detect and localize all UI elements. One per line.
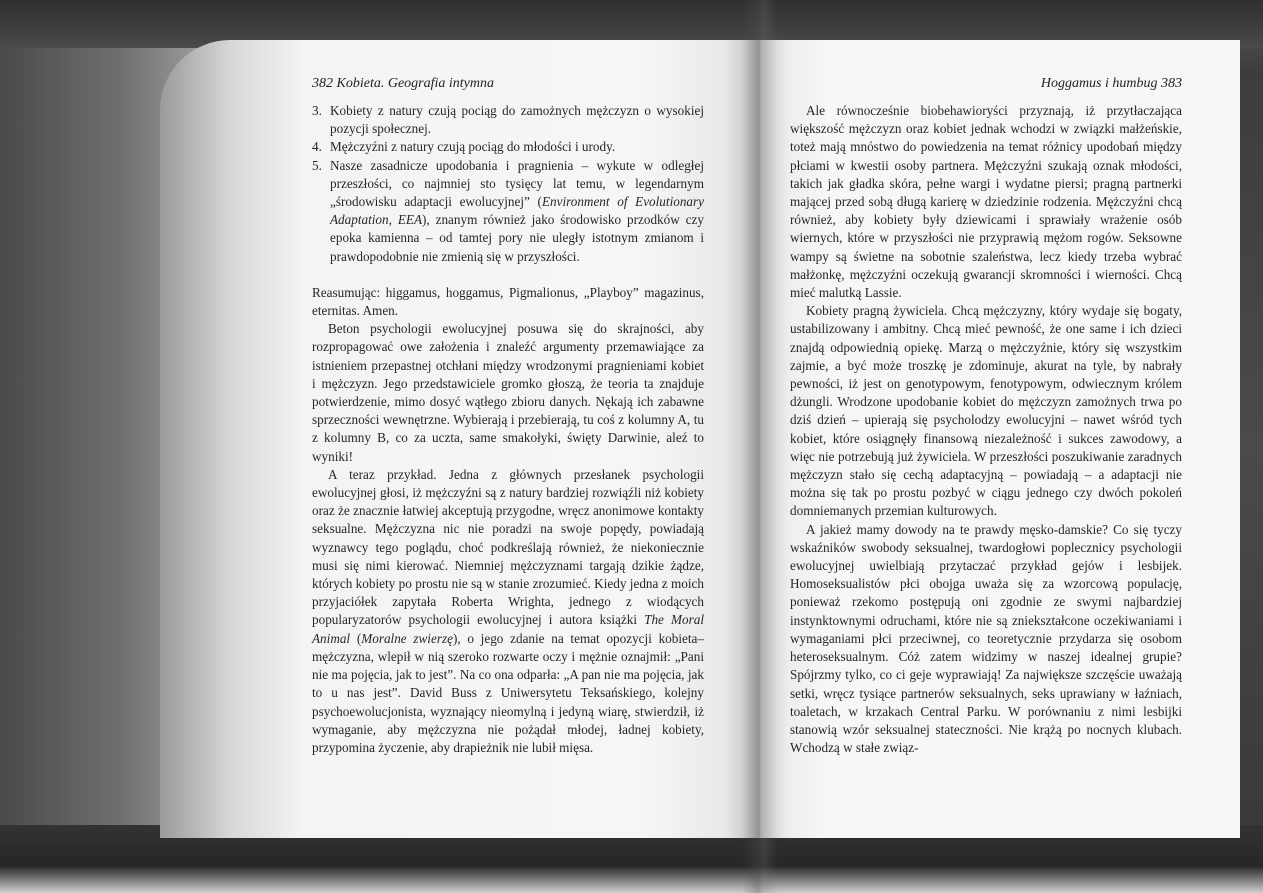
paragraph	[312, 320, 704, 466]
numbered-list	[312, 102, 704, 266]
list-number: 4.	[312, 139, 322, 155]
paragraph	[790, 521, 1182, 758]
paragraph	[312, 284, 704, 320]
paragraph-text: Kobiety pragną żywiciela. Chcą mężczyzny, który wydaje się bogaty, ustabilizowany i ambitny. Chcą mieć pewność, że one same i ich dzieci znajdą odpowiednią opiekę. Marzą o mężczyźnie, który się wszystkim zajmie, a być może troszkę je zdominuje, akurat na tyle, by nabrały pewności, iż jest on genotypowym, fenotypowym, odwiecznym królem dżungli. Wrodzone upodobanie kobiet do mężczyzn zamożnych trwa po dziś dzień – upierają się psycholodzy ewolucyjni – nawet wśród tych kobiet, które osiągnęły finansową niezależność i sukces zawodowy, a więc nie potrzebują już żywiciela. W przeszłości poszukiwanie zaradnych mężczyzn stało się cechą adaptacyjną – powiadają – a adaptacji nie można się tak po prostu pozbyć w ciągu jednego czy dwóch pokoleń domniemanych przemian kulturowych.	[790, 303, 1182, 519]
left-running-head: 382 Kobieta. Geografia intymna	[312, 76, 494, 91]
list-item	[312, 102, 704, 138]
list-item	[312, 157, 704, 266]
paragraph-text: (	[350, 630, 362, 646]
list-text: Mężczyźni z natury czują pociąg do młodości i urody.	[330, 139, 616, 155]
paragraph-text: A jakież mamy dowody na te prawdy męsko-damskie? Co się tyczy wskaźników swobody seksualnej, twardogłowi poplecznicy psychologii ewolucyjnej uwielbiają przytaczać przykład gejów i lesbijek. Homoseksualistów płci obojga uważa się za wzorcową populację, ponieważ rzekomo postępują oni zgodnie ze swymi najbardziej instynktownymi odruchami, które nie są zniekształcone oczekiwaniami i wymaganiami płci przeciwnej, co teoretycznie przydarza się osobom heteroseksualnym. Cóż zatem widzimy w naszej idealnej grupie? Spójrzmy tylko, co ci geje wyprawiają! Za największe szczęście uważają setki, wręcz tysiące partnerów seksualnych, seks uprawiany w łaźniach, toaletach, w krzakach Central Parku. W porównaniu z nimi lesbijki stanowią wzór seksualnej stateczności. Nie krążą po nocnych klubach. Wchodzą w stałe związ-	[790, 521, 1182, 756]
paragraph-text: ), o jego zdanie na temat opozycji kobieta–mężczyzna, wlepił w nią szeroko rozwarte oczy i mężnie oznajmił: „Pani nie ma pojęcia, jak to jest”. Na co ona odparła: „A pan nie ma pojęcia, jak to u nas jest”. David Buss z Uniwersytetu Teksańskiego, kolejny psychoewolucjonista, wyznający nieomylną i jedyną wiarę, stwierdził, iż wymaganie, aby mężczyzna nie pożądał młodej, ładnej kobiety, przypomina życzenie, aby drapieżnik nie lubił mięsa.	[312, 630, 704, 755]
paragraph-text: Beton psychologii ewolucyjnej posuwa się do skrajności, aby rozpropagować owe założenia i znaleźć argumenty przemawiające za istnieniem przepastnej otchłani między wrodzonymi pragnieniami kobiet i mężczyzn. Jego przedstawiciele gromko głoszą, że teoria ta znajduje potwierdzenie, mimo dosyć wątłego zbioru danych. Nękają ich zabawne sprzeczności wewnętrzne. Wybierają i przebierają, tu coś z kolumny A, tu z kolumny B, co za uczta, same smakołyki, święty Darwinie, aleź to wyniki!	[312, 321, 704, 464]
list-number: 3.	[312, 103, 322, 118]
paragraph	[790, 102, 1182, 302]
list-text-italic: Environment of Evolutionary Adaptation, EEA	[330, 194, 704, 228]
list-text: Nasze zasadnicze upodobania i pragnienia – wykute w odległej przeszłości, co najmniej sto tysięcy lat temu, w legendarnym „środowisku adaptacji ewolucyjnej” (	[330, 157, 704, 210]
paragraph	[790, 302, 1182, 520]
list-item	[312, 138, 704, 156]
left-page-text	[312, 102, 704, 757]
left-page	[160, 40, 760, 838]
list-text: ), znanym również jako środowisko przodków czy epoka kamienna – od tamtej pory nie uległy istotnym zmianom i prawdopodobnie nie zmienią się w przyszłości.	[330, 212, 704, 264]
right-page-text	[790, 102, 1182, 757]
paragraph-text: Ale równocześnie biobehawioryści przyznają, iż przytłaczająca większość mężczyzn oraz kobiet jednak wchodzi w związki małżeńskie, toteż mają mnóstwo do powiedzenia na temat różnicy upodobań między płciami w kwestii osoby partnera. Mężczyźni szukają oznak młodości, takich jak gładka skóra, pełne wargi i wydatne piersi; pragną partnerki mającej przed sobą długą karierę w dziedzinie rodzenia. Mężczyźni chcą również, aby kobiety były dziewicami i sprawiały wrażenie osób wiernych, które w przyszłości nie przyprawią mężom rogów. Seksowne wampy są świetne na sobotnie szaleństwa, lecz kiedy trzeba wybrać małżonkę, mężczyźni oczekują gwarancji skromności i wierności. Chcą mieć malutką Lassie.	[790, 103, 1182, 301]
right-page	[760, 40, 1240, 838]
list-text: Kobiety z natury czują pociąg do zamożnych mężczyzn o wysokiej pozycji społecznej.	[330, 103, 704, 137]
list-number: 5.	[312, 157, 322, 173]
book-title-translation-italic: Moralne zwierzę	[361, 630, 453, 646]
paragraph-text: A teraz przykład. Jedna z głównych przesłanek psychologii ewolucyjnej głosi, iż mężczyźni są z natury bardziej rozwiąźli niż kobiety oraz że znacznie łatwiej akceptują przygodne, wręcz anonimowe kontakty seksualne. Mężczyzna nic nie poradzi na swoje popędy, powiadają wyznawcy tego poglądu, choć podkreślają również, że niekoniecznie musi się nimi kierować. Niemniej mężczyznami targają dzikie żądze, których kobiety po prostu nie są w stanie zrozumieć. Kiedy jedna z moich przyjaciółek zapytała Roberta Wrighta, jednego z wiodących popularyzatorów psychologii ewolucyjnej i autora książki	[312, 466, 704, 628]
paragraph	[312, 466, 704, 757]
paragraph-text: Reasumując: higgamus, hoggamus, Pigmalionus, „Playboy” magazinus, eternitas. Amen.	[312, 284, 704, 319]
book-title-italic: The Moral Animal	[312, 612, 705, 646]
right-running-head: Hoggamus i humbug 383	[1040, 76, 1182, 91]
